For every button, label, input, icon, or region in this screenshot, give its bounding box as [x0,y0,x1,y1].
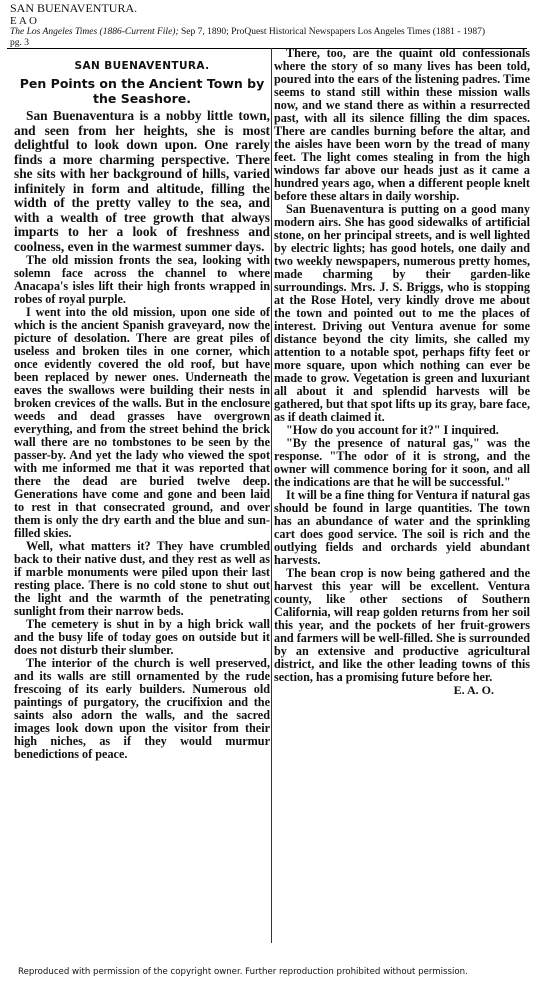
citation-header [10,2,530,49]
article-paragraph: Well, what matters it? They have crumbled back to their native dust, and they rest as well as if marble monuments were piled upon their last resting place. There is no cold stone to shut out the light and the warmth of the penetrating sunlight from their narrow beds. [14,539,270,618]
copyright-footer: Reproduced with permission of the copyright owner. Further reproduction prohibited without permission. [18,967,468,977]
article-paragraph: It will be a fine thing for Ventura if natural gas should be found in large quantities. The town has an abundance of water and the sprinkling cart does good service. The soil is rich and the outlying fields and orchards yield abundant harvests. [274,488,530,567]
article-column-left [14,57,270,977]
document-author: E A O [10,15,37,27]
article-paragraph: San Buenaventura is putting on a good many modern airs. She has good sidewalks of artificial stone, on her principal streets, and is well lighted by electric lights; has good hotels, one daily and two weekly newspapers, numerous pretty homes, made charming by their garden-like surroundings. Mrs. J. S. Briggs, who is stopping at the Rose Hotel, very kindly drove me about the town and pointed out to me the places of interest. Driving out Ventura avenue for some distance beyond the city limits, she called my attention to a notable spot, perhaps fifty feet or more square, upon which nothing can ever be made to grow. Vegetation is green and luxuriant all about it and splendid harvests will be gathered, but that spot lifts up its gray, bare face, as if death claimed it. [274,202,530,424]
citation-page: pg. 3 [10,38,29,48]
article-title: SAN BUENAVENTURA. [74,60,210,72]
article-subtitle: Pen Points on the Ancient Town by the Seashore. [19,76,265,106]
article-paragraph: The bean crop is now being gathered and the harvest this year will be excellent. Ventura county, like other sections of Southern California, will reap golden returns from her soil this year, and the pockets of her fruit-growers and farmers will be well-filled. She is surrounded by an extensive and productive agricultural district, and like the other leading towns of this section, has a promising future before her. [274,566,530,684]
citation-source: The Los Angeles Times (1886-Current File); [10,27,179,37]
column-divider [271,48,272,943]
article-column-right [274,47,530,947]
citation-line [10,27,535,38]
article-paragraph: San Buenaventura is a nobby little town, and seen from her heights, she is most delightful to look down upon. One rarely finds a more charming perspective. There she sits with her background of hills, varied infinitely in form and altitude, filling the width of the pretty valley to the sea, and with a wealth of tree growth that always imparts to her a look of freshness and coolness, even in the warmest summer days. [14,108,270,254]
article-signature: E. A. O. [453,683,494,697]
article-paragraph: There, too, are the quaint old confessionals where the story of so many lives has been told, poured into the ears of the listening padres. Time seems to stand still within these mission walls now, and we stand there as within a resurrected past, with all its silence filling the dim spaces. There are candles burning before the altar, and the aisles have been worn by the tread of many feet. The light comes stealing in from the high windows far above our heads just as it came a hundred years ago, when a different people knelt before these altars in daily worship. [274,47,530,203]
citation-details: Sep 7, 1890; ProQuest Historical Newspapers Los Angeles Times (1881 - 1987) [178,27,485,37]
article-paragraph: The interior of the church is well preserved, and its walls are still ornamented by the rude frescoing of its early builders. Numerous old paintings of purgatory, the crucifixion and the saints also adorn the walls, and the sacred images look down upon the visitor from their high niches, as if they would murmur benedictions of peace. [14,656,270,761]
article-paragraph: "By the presence of natural gas," was the response. "The odor of it is strong, and the owner will commence boring for it soon, and all the indications are that he will be successful." [274,436,530,489]
article-paragraph: The cemetery is shut in by a high brick wall and the busy life of today goes on outside but it does not disturb their slumber. [14,617,270,657]
article-paragraph: The old mission fronts the sea, looking with solemn face across the channel to where Anacapa's isles lift their high fronts wrapped in robes of royal purple. [14,253,270,306]
article-paragraph: I went into the old mission, upon one side of which is the ancient Spanish graveyard, now the picture of desolation. There are great piles of useless and broken tiles in one corner, which once evidently covered the old roof, but have been replaced by newer ones. Underneath the eaves the swallows were building their nests in broken crevices of the walls. But in the enclosure weeds and dead grasses have overgrown everything, and from the street behind the brick wall there are no tombstones to be seen by the passer-by. And yet the lady who viewed the spot with me informed me that it was reported that there the dead are buried twelve deep. Generations have come and gone and been laid to rest in that consecrated ground, and over them is only the dry earth and the blue and sun-filled skies. [14,305,270,540]
document-title: SAN BUENAVENTURA. [10,1,138,15]
article-paragraph: "How do you account for it?" I inquired. [286,423,499,437]
